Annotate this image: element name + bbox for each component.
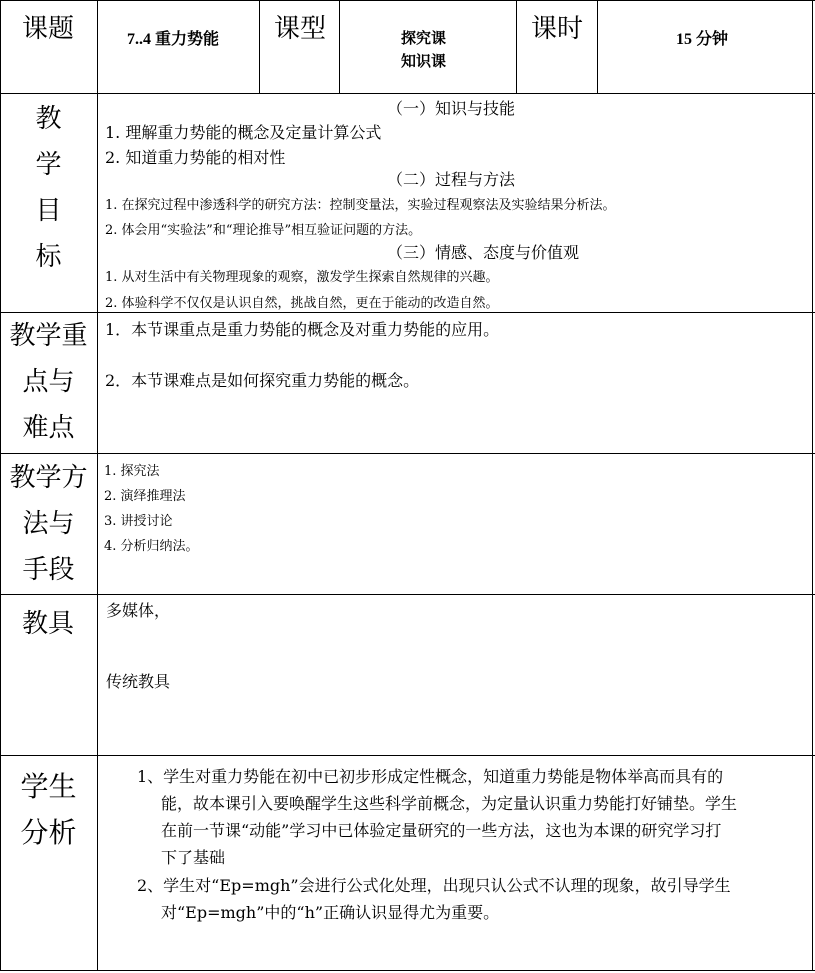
goals-label-char: 标 <box>35 242 62 272</box>
row-divider <box>0 93 815 94</box>
students-paragraph-line: 2、学生对“Ep=mgh”会进行公式化处理，出现只认公式不认理的现象，故引导学生 <box>137 876 731 895</box>
row-divider <box>0 594 815 595</box>
goals-label-char: 目 <box>35 196 62 226</box>
lesson-type-value-2: 知识课 <box>401 54 447 70</box>
students-label <box>0 764 97 856</box>
focus-label-line: 点与 <box>22 367 75 397</box>
focus-key-point: 1．本节课重点是重力势能的概念及对重力势能的应用。 <box>105 320 500 339</box>
table-border-right <box>812 0 813 971</box>
tools-item: 多媒体， <box>106 601 171 620</box>
focus-label-line: 教学重 <box>9 321 88 351</box>
tools-item: 传统教具 <box>106 672 171 691</box>
header-divider <box>516 0 517 94</box>
goals-label-char: 教 <box>35 104 62 134</box>
goals-heading-attitude: （三）情感、态度与价值观 <box>387 243 580 262</box>
duration-label: 课时 <box>531 14 584 44</box>
header-divider <box>597 0 598 94</box>
goals-label <box>0 96 97 280</box>
table-border-top <box>0 0 815 1</box>
methods-label-line: 法与 <box>22 509 75 539</box>
methods-item: 2. 演绎推理法 <box>104 489 186 504</box>
goals-item: 2. 知道重力势能的相对性 <box>105 148 286 167</box>
topic-value: 7..4 重力势能 <box>127 31 220 48</box>
goals-item: 1. 从对生活中有关物理现象的观察，激发学生探索自然规律的兴趣。 <box>105 270 499 285</box>
focus-label <box>0 313 97 451</box>
students-paragraph-line: 在前一节课“动能”学习中已体验定量研究的一些方法，这也为本课的研究学习打 <box>161 821 722 840</box>
topic-label: 课题 <box>22 14 75 44</box>
goals-heading-process: （二）过程与方法 <box>387 170 516 189</box>
goals-label-char: 学 <box>35 150 62 180</box>
students-paragraph-line: 能，故本课引入要唤醒学生这些科学前概念，为定量认识重力势能打好铺垫。学生 <box>161 794 738 813</box>
focus-label-line: 难点 <box>22 413 75 443</box>
goals-item: 1. 在探究过程中渗透科学的研究方法：控制变量法，实验过程观察法及实验结果分析法。 <box>105 198 616 213</box>
students-label-line: 分析 <box>20 816 77 849</box>
header-divider <box>339 0 340 94</box>
table-border-bottom <box>0 970 815 971</box>
goals-heading-knowledge: （一）知识与技能 <box>387 99 516 118</box>
students-paragraph-line: 下了基础 <box>161 848 226 867</box>
lesson-type-label: 课型 <box>274 14 327 44</box>
duration-value: 15 分钟 <box>676 31 729 48</box>
methods-item: 1. 探究法 <box>104 464 160 479</box>
lesson-type-value-1: 探究课 <box>401 31 447 47</box>
label-column-divider <box>97 0 98 971</box>
methods-label <box>0 455 97 593</box>
methods-item: 3. 讲授讨论 <box>104 514 173 529</box>
students-label-line: 学生 <box>20 770 77 803</box>
methods-label-line: 教学方 <box>9 463 88 493</box>
header-divider <box>259 0 260 94</box>
row-divider <box>0 755 815 756</box>
goals-item: 2. 体验科学不仅仅是认识自然，挑战自然，更在于能动的改造自然。 <box>105 296 499 311</box>
focus-difficult-point: 2．本节课难点是如何探究重力势能的概念。 <box>105 371 420 390</box>
methods-label-line: 手段 <box>22 555 75 585</box>
goals-item: 2. 体会用“实验法”和“理论推导”相互验证问题的方法。 <box>105 223 422 238</box>
goals-item: 1. 理解重力势能的概念及定量计算公式 <box>105 123 382 142</box>
tools-label: 教具 <box>22 609 75 639</box>
row-divider <box>0 453 815 454</box>
students-paragraph-line: 对“Ep=mgh”中的“h”正确认识显得尤为重要。 <box>161 903 500 922</box>
row-divider <box>0 312 815 313</box>
methods-item: 4. 分析归纳法。 <box>104 539 199 554</box>
students-paragraph-line: 1、学生对重力势能在初中已初步形成定性概念，知道重力势能是物体举高而具有的 <box>137 767 724 786</box>
